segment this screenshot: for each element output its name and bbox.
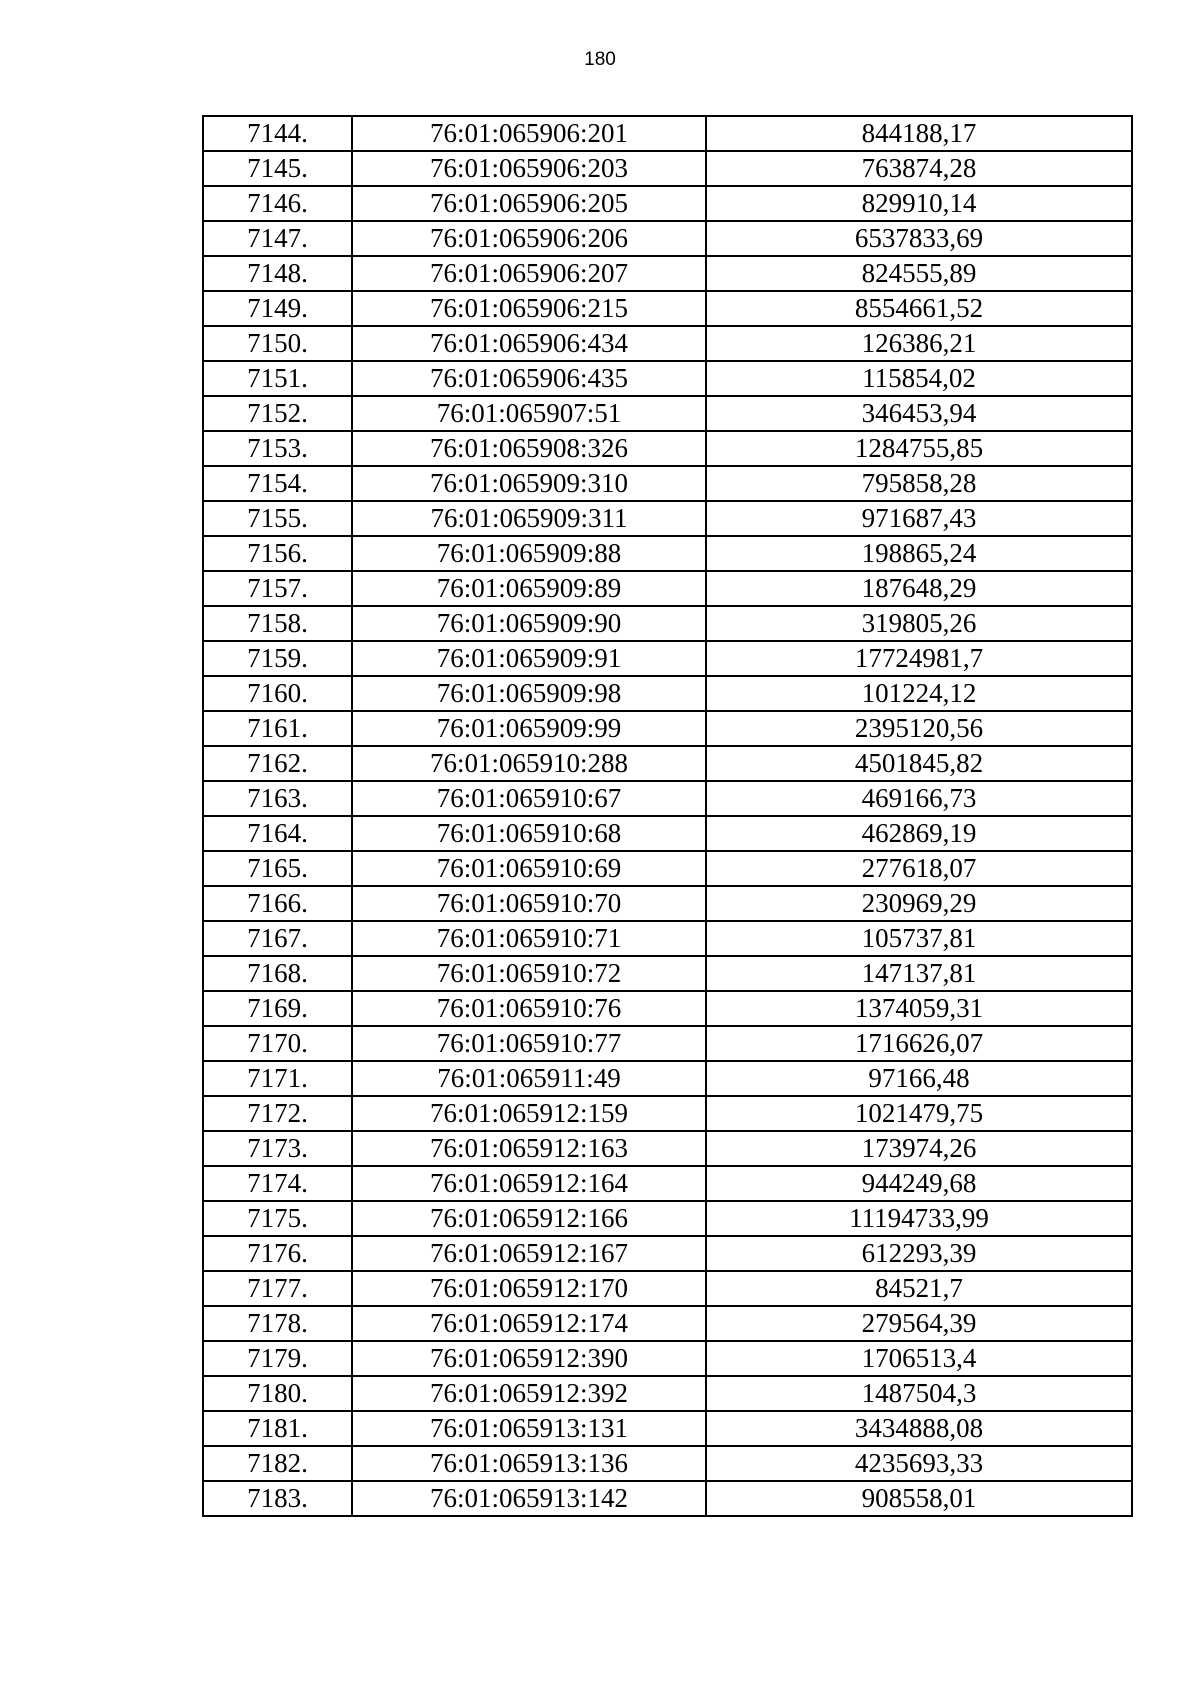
table-row [203,186,1132,221]
cadastral-number-cell: 76:01:065906:203 [352,151,706,186]
table-row [203,151,1132,186]
cadastral-value-cell: 84521,7 [706,1271,1132,1306]
cadastral-number-cell: 76:01:065912:390 [352,1341,706,1376]
cadastral-value-cell: 126386,21 [706,326,1132,361]
cadastral-value-cell: 944249,68 [706,1166,1132,1201]
cadastral-number-cell: 76:01:065910:70 [352,886,706,921]
cadastral-value-cell: 173974,26 [706,1131,1132,1166]
cadastral-number-cell: 76:01:065912:163 [352,1131,706,1166]
cadastral-value-cell: 4501845,82 [706,746,1132,781]
cadastral-number-cell: 76:01:065910:71 [352,921,706,956]
cadastral-value-cell: 346453,94 [706,396,1132,431]
cadastral-value-cell: 277618,07 [706,851,1132,886]
table-row [203,1271,1132,1306]
row-number-cell: 7161. [203,711,352,746]
row-number-cell: 7164. [203,816,352,851]
cadastral-number-cell: 76:01:065912:174 [352,1306,706,1341]
cadastral-number-cell: 76:01:065910:68 [352,816,706,851]
cadastral-number-cell: 76:01:065906:206 [352,221,706,256]
table-row [203,536,1132,571]
cadastral-value-cell: 908558,01 [706,1481,1132,1516]
cadastral-number-cell: 76:01:065912:392 [352,1376,706,1411]
table-row [203,956,1132,991]
row-number-cell: 7177. [203,1271,352,1306]
row-number-cell: 7170. [203,1026,352,1061]
table-row [203,256,1132,291]
row-number-cell: 7183. [203,1481,352,1516]
table-row [203,1446,1132,1481]
cadastral-number-cell: 76:01:065912:159 [352,1096,706,1131]
cadastral-number-cell: 76:01:065909:88 [352,536,706,571]
table-row [203,676,1132,711]
cadastral-value-cell: 105737,81 [706,921,1132,956]
cadastral-number-cell: 76:01:065910:77 [352,1026,706,1061]
cadastral-number-cell: 76:01:065911:49 [352,1061,706,1096]
row-number-cell: 7175. [203,1201,352,1236]
row-number-cell: 7144. [203,116,352,151]
cadastral-value-cell: 8554661,52 [706,291,1132,326]
row-number-cell: 7155. [203,501,352,536]
table-row [203,991,1132,1026]
cadastral-value-cell: 101224,12 [706,676,1132,711]
table-row [203,746,1132,781]
cadastral-value-cell: 763874,28 [706,151,1132,186]
cadastral-number-cell: 76:01:065910:288 [352,746,706,781]
table-row [203,571,1132,606]
cadastral-number-cell: 76:01:065906:205 [352,186,706,221]
row-number-cell: 7171. [203,1061,352,1096]
cadastral-number-cell: 76:01:065909:89 [352,571,706,606]
cadastral-number-cell: 76:01:065910:67 [352,781,706,816]
cadastral-number-cell: 76:01:065910:76 [352,991,706,1026]
table-row [203,1061,1132,1096]
cadastral-value-cell: 4235693,33 [706,1446,1132,1481]
row-number-cell: 7152. [203,396,352,431]
cadastral-value-cell: 279564,39 [706,1306,1132,1341]
table-row [203,501,1132,536]
cadastral-number-cell: 76:01:065906:215 [352,291,706,326]
table-row [203,816,1132,851]
table-row [203,466,1132,501]
table-row [203,361,1132,396]
table-row [203,326,1132,361]
table-row [203,396,1132,431]
cadastral-number-cell: 76:01:065912:164 [352,1166,706,1201]
row-number-cell: 7165. [203,851,352,886]
cadastral-value-cell: 1706513,4 [706,1341,1132,1376]
cadastral-number-cell: 76:01:065909:91 [352,641,706,676]
row-number-cell: 7146. [203,186,352,221]
row-number-cell: 7172. [203,1096,352,1131]
table-row [203,291,1132,326]
cadastral-value-cell: 97166,48 [706,1061,1132,1096]
row-number-cell: 7149. [203,291,352,326]
table-row [203,1376,1132,1411]
table-row [203,221,1132,256]
cadastral-number-cell: 76:01:065907:51 [352,396,706,431]
cadastral-number-cell: 76:01:065906:201 [352,116,706,151]
cadastral-value-table [202,115,1133,1517]
row-number-cell: 7150. [203,326,352,361]
table-row [203,711,1132,746]
row-number-cell: 7181. [203,1411,352,1446]
cadastral-value-cell: 187648,29 [706,571,1132,606]
table-row [203,1201,1132,1236]
cadastral-number-cell: 76:01:065910:72 [352,956,706,991]
row-number-cell: 7159. [203,641,352,676]
table-row [203,1166,1132,1201]
table-body [203,116,1132,1516]
cadastral-number-cell: 76:01:065912:167 [352,1236,706,1271]
table-row [203,431,1132,466]
row-number-cell: 7145. [203,151,352,186]
row-number-cell: 7166. [203,886,352,921]
row-number-cell: 7179. [203,1341,352,1376]
row-number-cell: 7147. [203,221,352,256]
row-number-cell: 7157. [203,571,352,606]
cadastral-number-cell: 76:01:065906:207 [352,256,706,291]
cadastral-number-cell: 76:01:065912:170 [352,1271,706,1306]
cadastral-number-cell: 76:01:065913:131 [352,1411,706,1446]
row-number-cell: 7158. [203,606,352,641]
table-row [203,1096,1132,1131]
row-number-cell: 7162. [203,746,352,781]
row-number-cell: 7156. [203,536,352,571]
row-number-cell: 7169. [203,991,352,1026]
cadastral-number-cell: 76:01:065906:435 [352,361,706,396]
cadastral-value-cell: 230969,29 [706,886,1132,921]
cadastral-value-cell: 198865,24 [706,536,1132,571]
cadastral-number-cell: 76:01:065909:98 [352,676,706,711]
row-number-cell: 7176. [203,1236,352,1271]
row-number-cell: 7174. [203,1166,352,1201]
cadastral-number-cell: 76:01:065912:166 [352,1201,706,1236]
row-number-cell: 7163. [203,781,352,816]
cadastral-number-cell: 76:01:065909:90 [352,606,706,641]
cadastral-value-cell: 462869,19 [706,816,1132,851]
row-number-cell: 7151. [203,361,352,396]
cadastral-value-cell: 1374059,31 [706,991,1132,1026]
table-row [203,1341,1132,1376]
table-row [203,1026,1132,1061]
cadastral-number-cell: 76:01:065909:99 [352,711,706,746]
row-number-cell: 7173. [203,1131,352,1166]
row-number-cell: 7178. [203,1306,352,1341]
cadastral-value-cell: 844188,17 [706,116,1132,151]
cadastral-value-cell: 1487504,3 [706,1376,1132,1411]
cadastral-number-cell: 76:01:065913:142 [352,1481,706,1516]
table-row [203,1236,1132,1271]
cadastral-value-cell: 6537833,69 [706,221,1132,256]
cadastral-number-cell: 76:01:065910:69 [352,851,706,886]
table-row [203,921,1132,956]
cadastral-value-cell: 1021479,75 [706,1096,1132,1131]
row-number-cell: 7160. [203,676,352,711]
cadastral-number-cell: 76:01:065909:311 [352,501,706,536]
table-row [203,606,1132,641]
cadastral-number-cell: 76:01:065913:136 [352,1446,706,1481]
cadastral-value-cell: 971687,43 [706,501,1132,536]
cadastral-value-cell: 17724981,7 [706,641,1132,676]
cadastral-number-cell: 76:01:065909:310 [352,466,706,501]
cadastral-value-cell: 1716626,07 [706,1026,1132,1061]
row-number-cell: 7180. [203,1376,352,1411]
cadastral-value-cell: 115854,02 [706,361,1132,396]
table-row [203,851,1132,886]
cadastral-value-cell: 469166,73 [706,781,1132,816]
cadastral-value-cell: 11194733,99 [706,1201,1132,1236]
table-row [203,781,1132,816]
row-number-cell: 7168. [203,956,352,991]
cadastral-value-cell: 824555,89 [706,256,1132,291]
table-row [203,1306,1132,1341]
page-number: 180 [584,49,616,70]
row-number-cell: 7167. [203,921,352,956]
row-number-cell: 7154. [203,466,352,501]
row-number-cell: 7153. [203,431,352,466]
row-number-cell: 7148. [203,256,352,291]
table-row [203,641,1132,676]
cadastral-number-cell: 76:01:065908:326 [352,431,706,466]
table-row [203,116,1132,151]
cadastral-value-cell: 1284755,85 [706,431,1132,466]
table-row [203,886,1132,921]
cadastral-value-cell: 2395120,56 [706,711,1132,746]
row-number-cell: 7182. [203,1446,352,1481]
table-row [203,1131,1132,1166]
cadastral-number-cell: 76:01:065906:434 [352,326,706,361]
cadastral-value-cell: 147137,81 [706,956,1132,991]
cadastral-value-cell: 829910,14 [706,186,1132,221]
table-row [203,1481,1132,1516]
cadastral-value-cell: 319805,26 [706,606,1132,641]
cadastral-value-cell: 3434888,08 [706,1411,1132,1446]
table-row [203,1411,1132,1446]
cadastral-value-cell: 612293,39 [706,1236,1132,1271]
cadastral-value-cell: 795858,28 [706,466,1132,501]
